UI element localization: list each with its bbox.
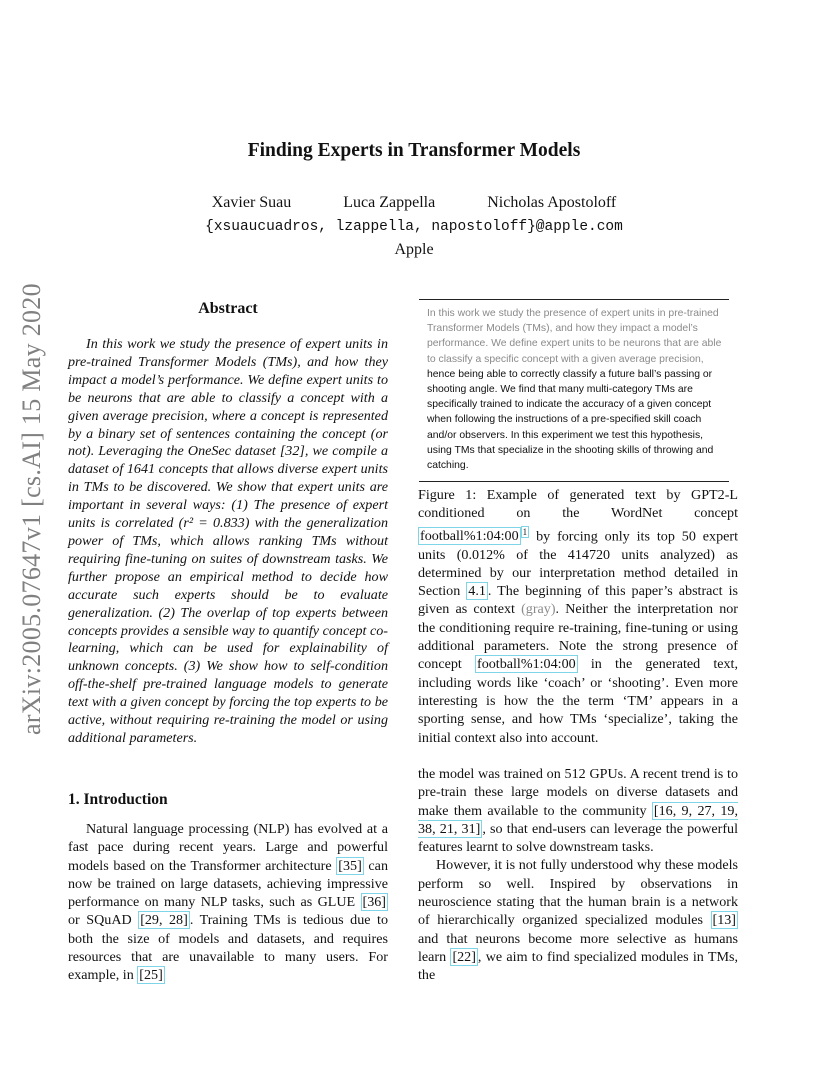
text-span: or SQuAD [68,912,139,929]
text-span: . Training TMs is tedious due to both the size of models and datasets, and requires resources that are unavailable to many users. For example, in [68,912,388,984]
section-heading-introduction: 1. Introduction [68,791,168,808]
text-span: , we aim to find specialized modules in TMs, the [418,948,738,984]
text-span: Natural language processing (NLP) has evolved at a fast pace during recent years. Large and powerful models based on the Transformer architecture [68,821,388,874]
text-span: can now be trained on large datasets, achieving impressive performance on many NLP tasks, such as GLUE [68,857,388,911]
text-span: . The beginning of this paper’s abstract is given as context [418,583,738,618]
paper-title: Finding Experts in Transformer Models [247,140,581,161]
section-link[interactable]: 4.1 [468,583,486,600]
citation-link[interactable]: [16, 9, 27, 19, 38, 21, 31] [418,802,738,837]
text-span: Figure 1: Example of generated text by GPT2-L conditioned on the WordNet concept [418,487,738,522]
text-span: However, it is not fully understood why these models perform so well. Inspired by observations in neuroscience stating that the human brain is a network of hierarchically organized specialized modules [418,857,738,929]
text-span: by forcing only its top 50 expert units (0.012% of the 414720 units analyzed) as determined by our interpretation method detailed in Section [418,528,738,600]
affiliation: Apple [394,241,434,258]
author-emails: {xsuaucuadros, lzappella, napostoloff}@apple.com [205,219,623,235]
concept-link[interactable]: football%1:04:00 [477,656,576,673]
citation-link[interactable]: [35] [338,857,362,874]
generated-text: hence being able to correctly classify a future ball’s passing or shooting angle. We find that many multi-category TMs are specifically trained to indicate the accuracy of a given concept when following the instructions of a pre-specified skill coach and/or observers. In this experiment we test this hypothesis, using TMs that specialize in the shooting skills of throwing and catching. [427,368,714,472]
citation-link[interactable]: [13] [712,912,736,929]
citation-link[interactable]: [25] [139,967,163,984]
citation-link[interactable]: [22] [452,948,476,965]
figure-generated-text [427,306,725,473]
author-list [0,194,828,212]
concept-link[interactable]: football%1:04:00 [420,528,519,545]
intro-paragraph [418,856,738,984]
author-name: Nicholas Apostoloff [487,194,617,211]
figure-1-caption [418,486,738,747]
text-span: and that neurons become more selective as humans learn [418,930,738,965]
citation-link[interactable]: [36] [362,894,386,911]
abstract-paragraph: In this work we study the presence of expert units in pre-trained Transformer Models (TMs), and how they impact a model’s performance. We define expert units to be neurons that are able to classify a concept with a given average precision, where a concept is represented by a binary set of sentences containing the concept (or not). Leveraging the OneSec dataset [32], we compile a dataset of 1641 concepts that allows diverse expert units in TMs to be discovered. We show that expert units are important in several ways: (1) The presence of expert units is correlated (r² = 0.833) with the generalization power of TMs, which allows ranking TMs without requiring fine-tuning on suites of downstream tasks. We further propose an empirical method to decide how accurate such experts should be to evaluate generalization. (2) The overlap of top experts between concepts provides a sensible way to quantify concept co-learning, which can be used for explainability of unknown concepts. (3) We show how to self-condition off-the-shelf pre-trained language models to generate text with a given concept by forcing the top experts to be active, without requiring re-training the model or using additional parameters. [68,336,388,746]
abstract-body [68,336,388,748]
caption-paragraph [418,486,738,747]
text-span: the model was trained on 512 GPUs. A recent trend is to pre-train these large models on diverse datasets and make them available to the community [418,766,738,819]
figure-1-box [419,299,729,482]
arxiv-stamp: arXiv:2005.07647v1 [cs.AI] 15 May 2020 [17,283,46,735]
intro-paragraph [68,820,388,985]
author-name: Luca Zappella [343,194,436,211]
intro-paragraph [418,765,738,856]
text-span: . Neither the interpretation nor the conditioning require re-training, fine-tuning or using additional parameters. Note the strong presence of concept [418,601,739,673]
footnote-link[interactable]: 1 [522,526,528,537]
abstract-heading: Abstract [198,300,258,317]
introduction-right-column [418,765,738,985]
gray-label: (gray) [521,601,556,618]
citation-link[interactable]: [29, 28] [140,912,188,929]
context-text: In this work we study the presence of expert units in pre-trained Transformer Models (TMs), and how they impact a model’s performance. We define expert units to be neurons that are able to classify a specific concept with a given average precision, [427,308,722,365]
author-name: Xavier Suau [211,194,292,211]
text-span: , so that end-users can leverage the powerful features learnt to solve downstream tasks. [418,820,738,856]
introduction-left-column [68,820,388,985]
text-span: in the generated text, including words like ‘coach’ or ‘shooting’. Even more interesting is how the the term ‘TM’ appears in a sporting sense, and how TMs ‘specialize’, taking the initial context also into account. [418,656,738,746]
